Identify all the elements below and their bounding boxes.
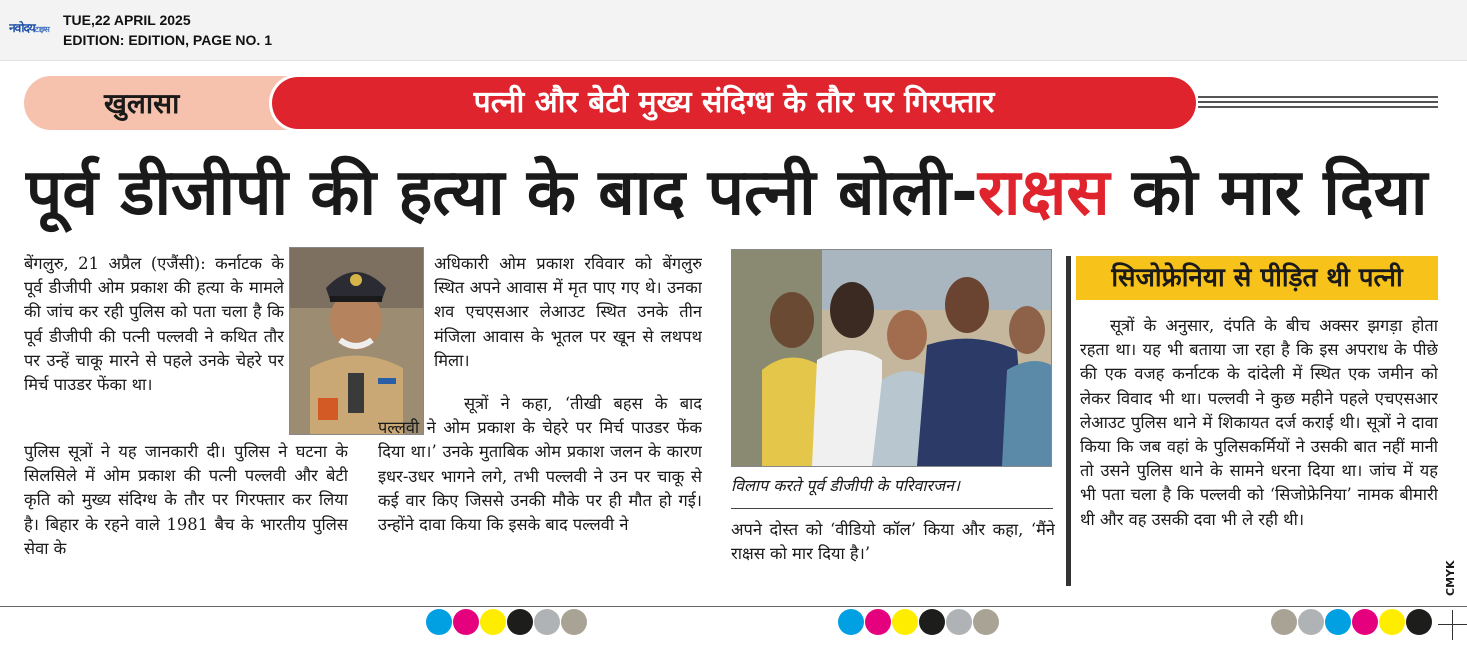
color-swatch [507, 609, 533, 635]
color-swatch [480, 609, 506, 635]
column-1-bottom: पुलिस सूत्रों ने यह जानकारी दी। पुलिस ने घटना के सिलसिले में ओम प्रकाश की पत्नी पल्लवी और बेटी कृति को मुख्य संदिग्ध के तौर पर गिरफ्तार कर लिया है। बिहार के रहने वाले 1981 बैच के भारतीय पुलिस सेवा के [24, 442, 348, 558]
column-3 [731, 518, 1055, 578]
sidebar-title-box [1076, 256, 1438, 300]
column-3-text: अपने दोस्त को ‘वीडियो कॉल’ किया और कहा, ‘मैंने राक्षस को मार दिया है।’ [731, 520, 1055, 564]
column-2-text-a: अधिकारी ओम प्रकाश रविवार को बेंगलुरु स्थित अपने आवास में मृत पाए गए थे। उनका शव एचएसआर लेआउट स्थित उनके तीन मंजिला आवास के भूतल पर खून से लथपथ मिला। [434, 254, 702, 370]
color-swatch [1379, 609, 1405, 635]
caption-rule [731, 508, 1053, 509]
column-2-bottom [378, 392, 702, 580]
page-bottom-rule [0, 606, 1467, 607]
color-swatch [919, 609, 945, 635]
color-swatch [453, 609, 479, 635]
color-swatch [865, 609, 891, 635]
strap-text: पत्नी और बेटी मुख्य संदिग्ध के तौर पर गिरफ्तार [473, 85, 995, 120]
newspaper-logo [9, 16, 51, 40]
color-swatch [1271, 609, 1297, 635]
color-swatch [561, 609, 587, 635]
color-swatch [1298, 609, 1324, 635]
photo-caption: विलाप करते पूर्व डीजीपी के परिवारजन। [731, 476, 960, 495]
headline-part1: पूर्व डीजीपी की हत्या के बाद पत्नी बोली- [26, 156, 978, 230]
column-2-top [434, 252, 702, 384]
family-photo [731, 249, 1052, 467]
strap-decor-lines [1198, 96, 1438, 111]
edition-date: TUE,22 APRIL 2025 [63, 12, 191, 28]
logo-small-text: टाइम्स [34, 25, 49, 34]
registration-mark-v [1452, 610, 1453, 640]
column-2-text-b: सूत्रों ने कहा, ‘तीखी बहस के बाद पल्लवी ने ओम प्रकाश के चेहरे पर मिर्च पाउडर फेंक दिया था।’ उनके मुताबिक ओम प्रकाश जलन के कारण इधर-उधर भागने लगे, तभी पल्लवी ने उन पर चाकू से कई वार किए जिससे उनकी मौके पर ही मौत हो गई। उन्होंने दावा किया कि इसके बाद पल्लवी ने [378, 394, 702, 535]
cmyk-label: CMYK [1444, 560, 1457, 596]
column-1-text: बेंगलुरु, 21 अप्रैल (एजैंसी): कर्नाटक के पूर्व डीजीपी ओम प्रकाश की हत्या के मामले की जांच कर रही पुलिस को पता चला है कि पूर्व डीजीपी की पत्नी पल्लवी ने कथित तौर पर उन्हें चाकू मारने से पहले उनके चेहरे पर मिर्च पाउडर फेंका था। [24, 254, 284, 395]
color-swatches-middle [838, 609, 999, 635]
color-swatch [973, 609, 999, 635]
color-swatch [534, 609, 560, 635]
color-swatches-right [1271, 609, 1432, 635]
color-swatches-left [426, 609, 587, 635]
color-swatch [946, 609, 972, 635]
strap-headline [272, 77, 1196, 129]
edition-page: EDITION: EDITION, PAGE NO. 1 [63, 32, 272, 48]
headline-highlight: राक्षस [977, 156, 1110, 230]
color-swatch [1352, 609, 1378, 635]
headline-part2: को मार दिया [1109, 156, 1428, 230]
sidebar-body [1080, 314, 1438, 584]
main-headline [26, 150, 1446, 240]
kicker-text: खुलासा [104, 87, 180, 120]
top-bar [0, 0, 1467, 61]
edition-meta [63, 10, 272, 50]
sidebar-accent-bar [1066, 256, 1071, 586]
color-swatch [1406, 609, 1432, 635]
column-1-top [24, 252, 284, 432]
color-swatch [838, 609, 864, 635]
sidebar-text: सूत्रों के अनुसार, दंपति के बीच अक्सर झगड़ा होता रहता था। यह भी बताया जा रहा है कि इस अपराध के पीछे की एक वजह कर्नाटक के दांदेली में स्थित एक जमीन को लेकर विवाद भी था। पल्लवी ने कुछ महीने पहले एचएसआर लेआउट पुलिस थाने में शिकायत दर्ज कराई थी। सूत्रों ने दावा किया कि जब वहां के पुलिसकर्मियों ने उसकी बात नहीं मानी तो उसने पुलिस थाने के सामने धरना दिया था। जांच में यह भी पता चला है कि पल्लवी को ‘सिजोफ्रेनिया’ नामक बीमारी थी और वह उसकी दवा भी ले रही थी। [1080, 316, 1438, 529]
color-swatch [892, 609, 918, 635]
sidebar-title: सिजोफ्रेनिया से पीड़ित थी पत्नी [1111, 263, 1403, 293]
color-swatch [426, 609, 452, 635]
color-swatch [1325, 609, 1351, 635]
logo-text: नवोदय [9, 21, 35, 35]
